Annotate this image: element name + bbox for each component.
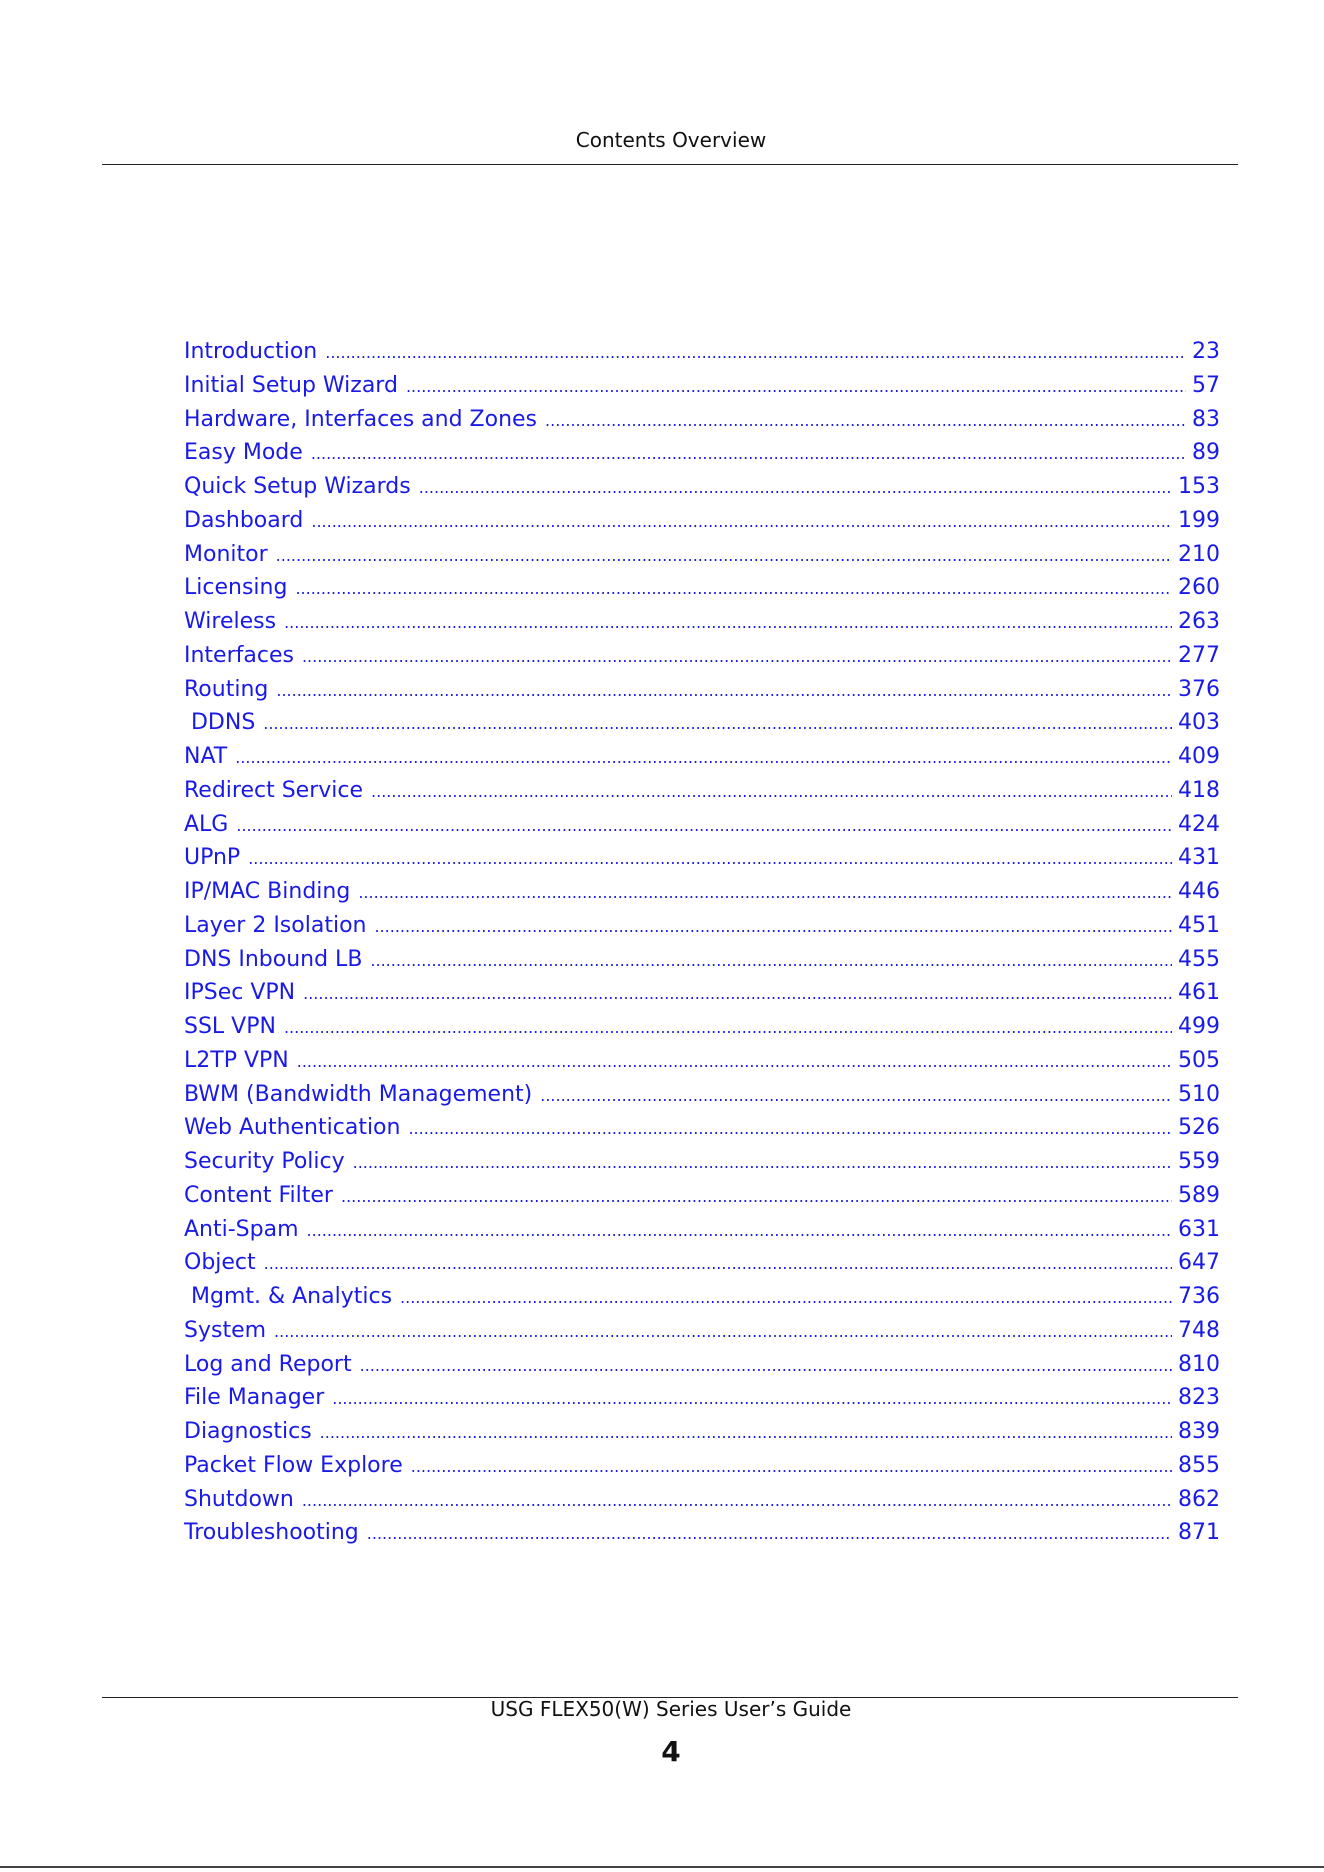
- toc-entry-page[interactable]: 823: [1178, 1385, 1220, 1411]
- toc-entry[interactable]: [184, 1082, 1220, 1116]
- toc-entry-title[interactable]: Packet Flow Explore: [184, 1452, 403, 1478]
- toc-entry-page[interactable]: 376: [1178, 676, 1220, 702]
- toc-dot-leader: [540, 1086, 1172, 1105]
- toc-entry-title[interactable]: Web Authentication: [184, 1115, 401, 1141]
- toc-entry-page[interactable]: 748: [1178, 1317, 1220, 1343]
- toc-entry-title[interactable]: Quick Setup Wizards: [184, 474, 411, 499]
- page-number: 4: [661, 1735, 681, 1768]
- toc-entry[interactable]: [184, 609, 1220, 643]
- toc-dot-leader: [263, 714, 1172, 733]
- toc-entry-title[interactable]: Interfaces: [184, 642, 294, 668]
- toc-dot-leader: [302, 1491, 1172, 1510]
- toc-entry-title[interactable]: Introduction: [184, 339, 318, 364]
- toc-entry-title[interactable]: Troubleshooting: [184, 1520, 359, 1546]
- toc-dot-leader: [320, 1423, 1172, 1442]
- toc-entry-page[interactable]: 505: [1178, 1047, 1220, 1073]
- toc-entry[interactable]: [184, 1183, 1220, 1217]
- toc-dot-leader: [284, 1018, 1172, 1037]
- toc-entry-page[interactable]: 403: [1178, 710, 1220, 736]
- toc-dot-leader: [236, 816, 1172, 835]
- toc-dot-leader: [276, 681, 1172, 700]
- table-of-contents: [184, 339, 1220, 1554]
- toc-entry-title[interactable]: Routing: [184, 676, 269, 702]
- toc-entry[interactable]: [184, 575, 1220, 609]
- toc-entry-title[interactable]: IPSec VPN: [184, 980, 296, 1006]
- toc-entry[interactable]: [184, 643, 1220, 677]
- toc-entry-title[interactable]: Log and Report: [184, 1351, 352, 1377]
- toc-entry-title[interactable]: File Manager: [184, 1385, 325, 1411]
- toc-dot-leader: [295, 579, 1172, 598]
- toc-entry-title[interactable]: Licensing: [184, 575, 288, 601]
- toc-entry[interactable]: [184, 1250, 1220, 1284]
- toc-entry-page[interactable]: 89: [1192, 440, 1220, 466]
- toc-entry-page[interactable]: 83: [1192, 406, 1220, 432]
- toc-entry-page[interactable]: 210: [1178, 541, 1220, 567]
- toc-entry-page[interactable]: 855: [1178, 1452, 1220, 1478]
- toc-entry[interactable]: [184, 812, 1220, 846]
- toc-entry[interactable]: [184, 474, 1220, 508]
- toc-entry[interactable]: [184, 845, 1220, 879]
- toc-dot-leader: [358, 883, 1172, 902]
- toc-entry-page[interactable]: 153: [1178, 474, 1220, 499]
- toc-entry-page[interactable]: 446: [1178, 879, 1220, 904]
- toc-entry-title[interactable]: BWM (Bandwidth Management): [184, 1081, 533, 1107]
- toc-entry-title[interactable]: Layer 2 Isolation: [184, 912, 367, 938]
- toc-dot-leader: [545, 411, 1186, 430]
- toc-entry[interactable]: [184, 339, 1220, 373]
- toc-entry[interactable]: [184, 1217, 1220, 1251]
- toc-entry-page[interactable]: 647: [1178, 1250, 1220, 1276]
- toc-entry[interactable]: [184, 1352, 1220, 1386]
- toc-dot-leader: [297, 1052, 1172, 1071]
- toc-entry-page[interactable]: 260: [1178, 575, 1220, 601]
- toc-entry[interactable]: [184, 542, 1220, 576]
- toc-dot-leader: [303, 984, 1172, 1003]
- toc-entry-page[interactable]: 461: [1178, 980, 1220, 1006]
- toc-dot-leader: [341, 1187, 1172, 1206]
- toc-entry-title[interactable]: Diagnostics: [184, 1419, 312, 1444]
- toc-entry[interactable]: [184, 778, 1220, 812]
- toc-dot-leader: [419, 478, 1172, 497]
- toc-dot-leader: [235, 748, 1172, 767]
- toc-dot-leader: [400, 1288, 1172, 1307]
- toc-entry-page[interactable]: 589: [1178, 1182, 1220, 1208]
- toc-entry-page[interactable]: 839: [1178, 1419, 1220, 1444]
- toc-entry-title[interactable]: System: [184, 1317, 267, 1343]
- toc-entry[interactable]: [184, 677, 1220, 711]
- toc-entry[interactable]: [184, 710, 1220, 744]
- toc-entry-title[interactable]: Initial Setup Wizard: [184, 372, 398, 398]
- toc-entry[interactable]: [184, 913, 1220, 947]
- toc-dot-leader: [276, 546, 1172, 565]
- toc-entry-title[interactable]: ALG: [184, 811, 229, 837]
- toc-entry[interactable]: [184, 1048, 1220, 1082]
- toc-entry-title[interactable]: Redirect Service: [184, 777, 364, 803]
- toc-entry[interactable]: [184, 508, 1220, 542]
- toc-dot-leader: [332, 1389, 1172, 1408]
- toc-dot-leader: [274, 1322, 1172, 1341]
- scan-edge-line: [0, 1866, 1324, 1868]
- toc-entry-page[interactable]: 199: [1178, 507, 1220, 533]
- toc-dot-leader: [248, 849, 1172, 868]
- toc-dot-leader: [370, 951, 1172, 970]
- toc-dot-leader: [284, 613, 1172, 632]
- toc-entry-title[interactable]: L2TP VPN: [184, 1047, 289, 1073]
- toc-dot-leader: [374, 917, 1172, 936]
- toc-entry-page[interactable]: 871: [1178, 1520, 1220, 1546]
- toc-entry[interactable]: [184, 947, 1220, 981]
- toc-entry-title[interactable]: Monitor: [184, 541, 268, 567]
- toc-entry-page[interactable]: 455: [1178, 946, 1220, 972]
- toc-entry[interactable]: [184, 1487, 1220, 1521]
- toc-entry[interactable]: [184, 879, 1220, 913]
- toc-entry[interactable]: [184, 373, 1220, 407]
- toc-entry-title[interactable]: Security Policy: [184, 1149, 345, 1174]
- footer-guide-title: USG FLEX50(W) Series User’s Guide: [490, 1697, 852, 1721]
- toc-entry[interactable]: [184, 1385, 1220, 1419]
- toc-entry[interactable]: [184, 440, 1220, 474]
- toc-entry-page[interactable]: 810: [1178, 1351, 1220, 1377]
- toc-entry-title[interactable]: DNS Inbound LB: [184, 946, 363, 972]
- toc-entry-page[interactable]: 277: [1178, 642, 1220, 668]
- toc-entry-title[interactable]: Mgmt. & Analytics: [184, 1284, 393, 1309]
- toc-entry-title[interactable]: DDNS: [184, 710, 256, 736]
- toc-dot-leader: [371, 782, 1172, 801]
- toc-entry[interactable]: [184, 980, 1220, 1014]
- toc-dot-leader: [406, 377, 1186, 396]
- toc-dot-leader: [353, 1153, 1172, 1172]
- page-header-title: Contents Overview: [575, 128, 767, 152]
- toc-entry-page[interactable]: 862: [1178, 1486, 1220, 1512]
- toc-entry-title[interactable]: Shutdown: [184, 1486, 294, 1512]
- toc-entry-page[interactable]: 631: [1178, 1216, 1220, 1242]
- toc-entry-title[interactable]: Content Filter: [184, 1182, 333, 1208]
- toc-entry[interactable]: [184, 744, 1220, 778]
- toc-dot-leader: [411, 1457, 1172, 1476]
- toc-entry[interactable]: [184, 1453, 1220, 1487]
- toc-entry-page[interactable]: 263: [1178, 609, 1220, 634]
- toc-entry-page[interactable]: 57: [1192, 372, 1220, 398]
- toc-entry-page[interactable]: 424: [1178, 811, 1220, 837]
- toc-entry-title[interactable]: SSL VPN: [184, 1014, 276, 1039]
- toc-entry-page[interactable]: 499: [1178, 1014, 1220, 1039]
- toc-entry[interactable]: [184, 1149, 1220, 1183]
- toc-entry-page[interactable]: 510: [1178, 1081, 1220, 1107]
- toc-entry[interactable]: [184, 407, 1220, 441]
- toc-entry-page[interactable]: 23: [1192, 339, 1220, 364]
- toc-entry-page[interactable]: 431: [1178, 845, 1220, 871]
- header-divider: [102, 164, 1238, 165]
- toc-entry-title[interactable]: IP/MAC Binding: [184, 879, 351, 904]
- toc-entry[interactable]: [184, 1014, 1220, 1048]
- toc-entry-page[interactable]: 526: [1178, 1115, 1220, 1141]
- toc-dot-leader: [311, 512, 1172, 531]
- toc-entry[interactable]: [184, 1318, 1220, 1352]
- toc-entry-page[interactable]: 451: [1178, 912, 1220, 938]
- toc-dot-leader: [311, 444, 1186, 463]
- toc-entry-page[interactable]: 409: [1178, 744, 1220, 769]
- toc-dot-leader: [408, 1119, 1172, 1138]
- toc-entry-title[interactable]: UPnP: [184, 845, 241, 871]
- toc-entry-title[interactable]: Object: [184, 1250, 256, 1276]
- toc-entry-title[interactable]: Hardware, Interfaces and Zones: [184, 406, 538, 432]
- toc-dot-leader: [360, 1356, 1172, 1375]
- toc-entry[interactable]: [184, 1520, 1220, 1554]
- toc-entry[interactable]: [184, 1115, 1220, 1149]
- toc-entry-page[interactable]: 559: [1178, 1149, 1220, 1174]
- toc-entry-page[interactable]: 418: [1178, 777, 1220, 803]
- toc-dot-leader: [307, 1221, 1172, 1240]
- toc-entry[interactable]: [184, 1419, 1220, 1453]
- toc-entry-page[interactable]: 736: [1178, 1284, 1220, 1309]
- toc-dot-leader: [367, 1524, 1172, 1543]
- toc-entry-title[interactable]: Dashboard: [184, 507, 304, 533]
- toc-dot-leader: [302, 647, 1172, 666]
- toc-entry-title[interactable]: Wireless: [184, 609, 277, 634]
- toc-dot-leader: [264, 1254, 1172, 1273]
- toc-entry-title[interactable]: Easy Mode: [184, 440, 303, 466]
- toc-entry[interactable]: [184, 1284, 1220, 1318]
- toc-dot-leader: [325, 343, 1186, 362]
- toc-entry-title[interactable]: Anti-Spam: [184, 1216, 299, 1242]
- toc-entry-title[interactable]: NAT: [184, 744, 228, 769]
